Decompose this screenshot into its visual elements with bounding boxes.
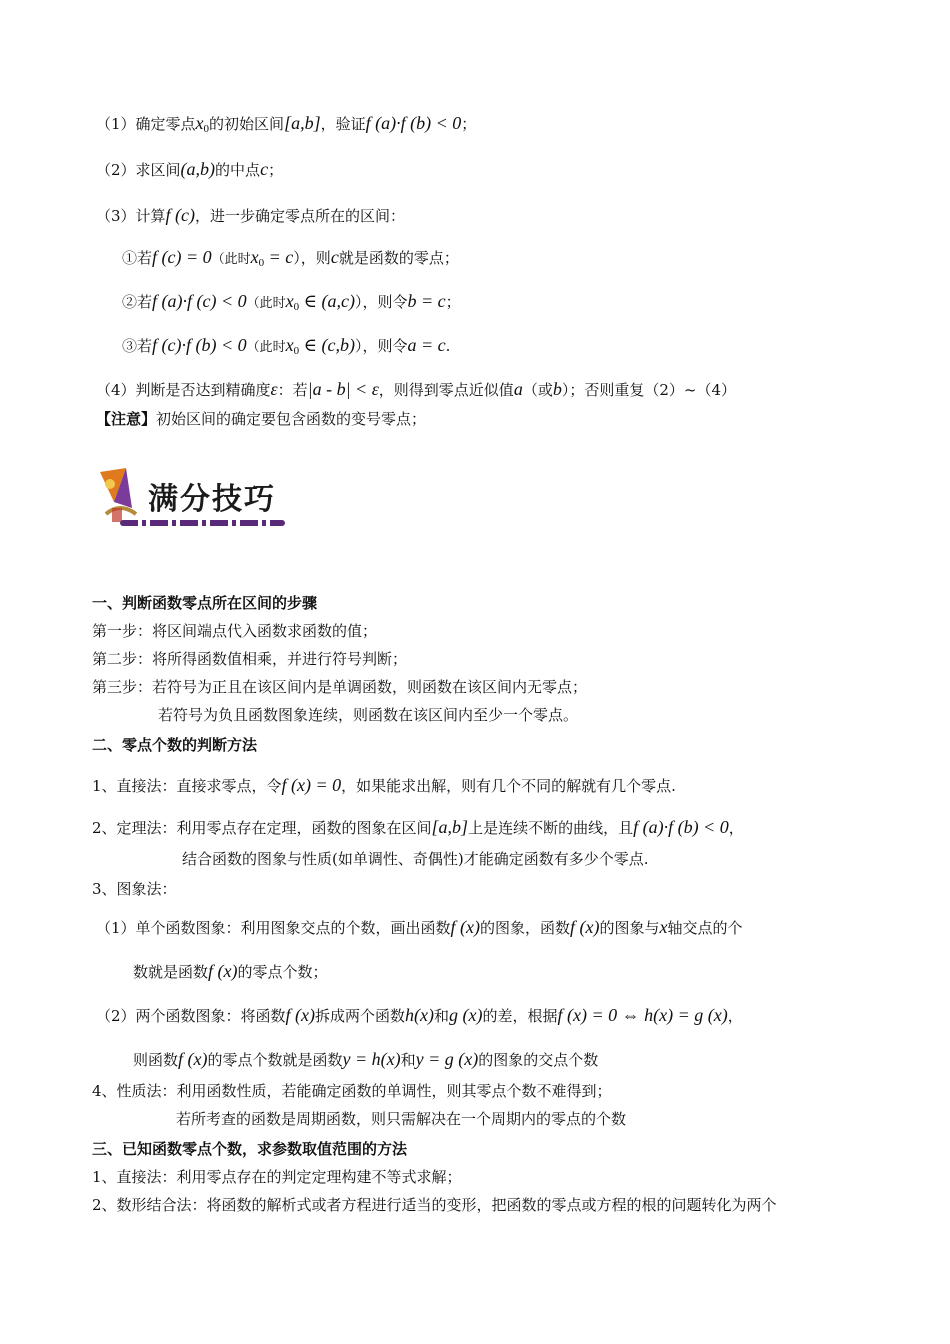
midpoint-c: c [260, 159, 269, 179]
graph-method-2-line-2 [133, 1048, 598, 1071]
case-3-text: ），则令 [354, 337, 408, 355]
case-2-x0: $x_0$ ∈ (a,c) [285, 291, 355, 313]
case-1 [122, 246, 459, 274]
note-label: 【注意】 [96, 410, 157, 428]
fc-expr: f (c) [165, 205, 196, 225]
case-1-condition: f (c) = 0 [152, 247, 212, 267]
case-2-paren: （此时 [246, 296, 286, 311]
step-4-or: （或 [522, 381, 553, 399]
method-4-line-2: 若所考查的函数是周期函数，则只需解决在一个周期内的零点的个数 [176, 1110, 627, 1128]
punct: ， [727, 1007, 743, 1025]
section-1-step-3: 第三步：若符号为正且在该区间内是单调函数，则函数在该区间内无零点； [92, 678, 588, 696]
punct: ， [728, 819, 744, 837]
step-4-text-2: ，则得到零点近似值 [378, 381, 514, 399]
graph-2-line-2-prefix: 则函数 [133, 1051, 179, 1069]
case-1-c: c [330, 247, 339, 267]
case-1-text: ），则 [293, 249, 331, 267]
section-1-step-3b: 若符号为负且函数图象连续，则函数在该区间内至少一个零点。 [158, 706, 579, 724]
method-4: 4、性质法：利用函数性质，若能确定函数的单调性，则其零点个数不难得到； [92, 1082, 612, 1100]
note-text: 初始区间的确定要包含函数的变号零点； [156, 410, 427, 428]
graph-1-prefix: （1）单个函数图象：利用图象交点的个数，画出函数 [96, 919, 451, 937]
approx-a: a [513, 379, 523, 399]
fx-expr: f (x) [450, 917, 481, 937]
punct: . [445, 337, 451, 355]
method-1-equation: f (x) = 0 [281, 775, 342, 795]
graph-1-line-2-prefix: 数就是函数 [133, 963, 209, 981]
method-1-text: ，如果能求出解，则有几个不同的解就有几个零点. [341, 777, 676, 795]
step-2-prefix: （2）求区间 [96, 161, 181, 179]
case-1-paren: （此时 [211, 252, 251, 267]
punct: ； [445, 293, 461, 311]
y-hx-expr: y = h(x) [342, 1049, 401, 1069]
fx-expr: f (x) [208, 961, 238, 981]
case-2-assign: b = c [407, 291, 446, 311]
punct: ； [268, 161, 284, 179]
case-3-x0: $x_0$ ∈ (c,b) [285, 335, 355, 357]
case-2-condition: f (a)·f (c) < 0 [152, 291, 247, 311]
case-1-prefix: ①若 [122, 249, 153, 267]
equivalence-expr: f (x) = 0 ⇔ h(x) = g (x) [557, 1005, 728, 1025]
step-4 [96, 378, 736, 401]
case-3-prefix: ③若 [122, 337, 153, 355]
section-1-step-1: 第一步：将区间端点代入函数求函数的值； [92, 622, 378, 640]
epsilon: ε [270, 379, 278, 399]
step-2-text: 的中点 [215, 161, 261, 179]
interval-open-ab: (a,b) [180, 159, 216, 179]
fx-expr: f (x) [570, 917, 600, 937]
case-1-end: 就是函数的零点； [338, 249, 459, 267]
step-1-prefix: （1）确定零点 [96, 115, 196, 133]
banner-title: 满分技巧 [148, 482, 276, 517]
step-4-prefix: （4）判断是否达到精确度 [96, 381, 271, 399]
section-1-step-2: 第二步：将所得函数值相乘，并进行符号判断； [92, 650, 408, 668]
precision-condition: |a - b| < ε [307, 379, 379, 399]
case-3-assign: a = c [407, 335, 446, 355]
step-1 [96, 112, 476, 140]
case-1-x0: $x_0 = c$ [250, 247, 294, 269]
x0-symbol: $x_0$ [195, 113, 210, 135]
approx-b: b [552, 379, 562, 399]
graph-2-text-2: 的差，根据 [482, 1007, 558, 1025]
section-1-heading: 一、判断函数零点所在区间的步骤 [92, 594, 318, 612]
case-3-paren: （此时 [246, 340, 286, 355]
x-axis-symbol: x [659, 917, 668, 937]
case-3-condition: f (c)·f (b) < 0 [152, 335, 247, 355]
section-3-method-2: 2、数形结合法：将函数的解析式或者方程进行适当的变形，把函数的零点或方程的根的问题转化为两个 [92, 1196, 777, 1214]
graph-2-and-2: 和 [400, 1051, 416, 1069]
method-1 [92, 774, 676, 797]
graph-2-line-2-text: 的零点个数就是函数 [207, 1051, 343, 1069]
graph-2-text: 拆成两个函数 [315, 1007, 406, 1025]
step-2 [96, 158, 283, 181]
method-2-condition: f (a)·f (b) < 0 [633, 817, 729, 837]
case-2-text: ），则令 [354, 293, 408, 311]
gx-expr: g (x) [449, 1005, 483, 1025]
y-gx-expr: y = g (x) [415, 1049, 479, 1069]
graph-2-line-2-end: 的图象的交点个数 [478, 1051, 599, 1069]
method-2 [92, 816, 744, 839]
banner [92, 462, 292, 534]
step-4-end: ）；否则重复（2）~（4） [561, 381, 736, 399]
step-1-text: 的初始区间 [209, 115, 285, 133]
method-2-line-2: 结合函数的图象与性质(如单调性、奇偶性)才能确定函数有多少个零点. [182, 850, 649, 868]
method-2-prefix: 2、定理法：利用零点存在定理，函数的图象在区间 [92, 819, 432, 837]
method-2-interval: [a,b] [431, 817, 469, 837]
case-2-prefix: ②若 [122, 293, 153, 311]
banner-divider [120, 520, 285, 526]
fx-expr: f (x) [285, 1005, 316, 1025]
graph-1-text: 的图象，函数 [480, 919, 571, 937]
step-3-prefix: （3）计算 [96, 207, 166, 225]
punct: ； [461, 115, 477, 133]
graph-method-2 [96, 1004, 743, 1027]
section-3-method-1: 1、直接法：利用零点存在的判定定理构建不等式求解； [92, 1168, 462, 1186]
graph-method-1 [96, 916, 743, 939]
section-2-heading: 二、零点个数的判断方法 [92, 736, 258, 754]
graph-2-and: 和 [434, 1007, 450, 1025]
method-3: 3、图象法： [92, 880, 177, 898]
step-4-text: ：若 [277, 381, 308, 399]
case-2 [122, 290, 461, 318]
graph-1-line-2-end: 的零点个数； [237, 963, 328, 981]
graph-method-1-line-2 [133, 960, 328, 983]
step-1-text-2: ，验证 [320, 115, 366, 133]
condition-fa-fb: f (a)·f (b) < 0 [365, 113, 462, 133]
step-3 [96, 204, 405, 227]
section-3-heading: 三、已知函数零点个数，求参数取值范围的方法 [92, 1140, 408, 1158]
step-3-text: ，进一步确定零点所在的区间： [195, 207, 406, 225]
fx-expr: f (x) [178, 1049, 208, 1069]
case-3 [122, 334, 450, 362]
interval-ab: [a,b] [284, 113, 321, 133]
note [96, 408, 426, 430]
method-2-text: 上是连续不断的曲线，且 [468, 819, 634, 837]
hx-expr: h(x) [405, 1005, 435, 1025]
method-1-prefix: 1、直接法：直接求零点，令 [92, 777, 282, 795]
graph-2-prefix: （2）两个函数图象：将函数 [96, 1007, 286, 1025]
graph-1-text-2: 的图象与 [599, 919, 660, 937]
graph-1-end: 轴交点的个 [667, 919, 743, 937]
